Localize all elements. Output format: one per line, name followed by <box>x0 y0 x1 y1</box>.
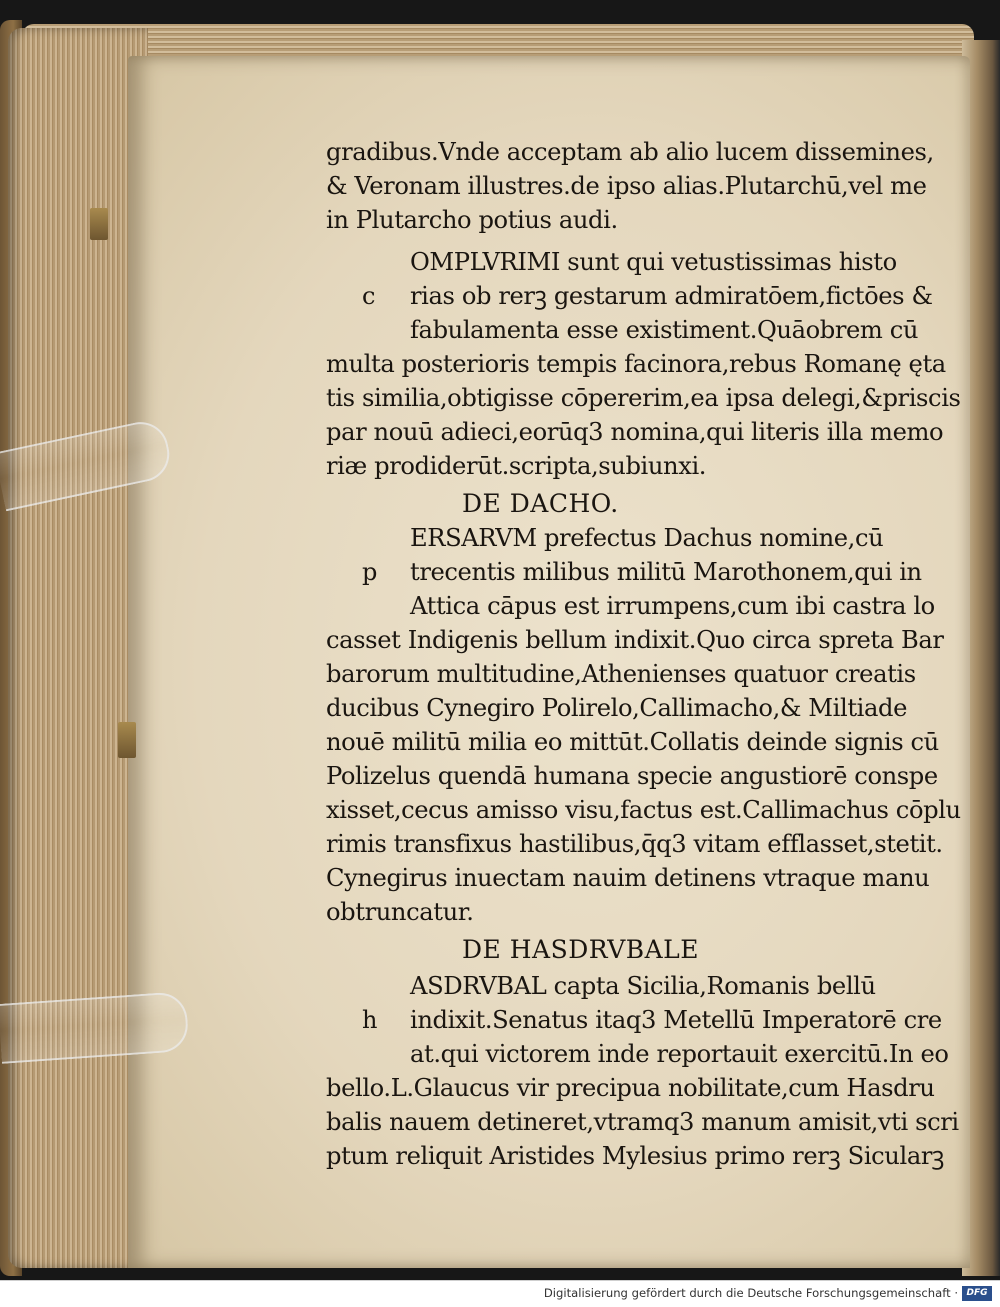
text-line: gradibus.Vnde acceptam ab alio lucem dissemines, <box>326 138 934 166</box>
funding-footer <box>0 1280 1000 1307</box>
text-line: bello.L.Glaucus vir precipua nobilitate,cum Hasdru <box>326 1074 935 1102</box>
page-tab-marker <box>118 722 136 758</box>
text-line: Attica cāpus est irrumpens,cum ibi castra lo <box>410 592 935 620</box>
text-line: Polizelus quendā humana specie angustiorē conspe <box>326 762 938 790</box>
section-heading: DE DACHO. <box>462 489 619 518</box>
initial-letter: c <box>362 282 376 310</box>
text-line: Cynegirus inuectam nauim detinens vtraque manu <box>326 864 930 892</box>
text-line: rias ob rerꝫ gestarum admiratōem,fictōes & <box>410 282 933 310</box>
text-line: ptum reliquit Aristides Mylesius primo rerꝫ Sicularꝫ <box>326 1142 944 1170</box>
funding-notice: Digitalisierung gefördert durch die Deutsche Forschungsgemeinschaft · <box>543 1286 958 1300</box>
text-line: & Veronam illustres.de ipso alias.Plutarchū,vel me <box>326 172 927 200</box>
text-line: ASDRVBAL capta Sicilia,Romanis bellū <box>410 972 876 1000</box>
text-line: at.qui victorem inde reportauit exercitū.In eo <box>410 1040 949 1068</box>
text-line: casset Indigenis bellum indixit.Quo circa spreta Bar <box>326 626 944 654</box>
text-line: in Plutarcho potius audi. <box>326 206 618 234</box>
text-line: xisset,cecus amisso visu,factus est.Callimachus cōplu <box>326 796 961 824</box>
text-line: OMPLVRIMI sunt qui vetustissimas histo <box>410 248 897 276</box>
page-tab-marker <box>90 208 108 240</box>
text-line: indixit.Senatus itaq3 Metellū Imperatorē cre <box>410 1006 942 1034</box>
text-line: rimis transfixus hastilibus,q̄q3 vitam efflasset,stetit. <box>326 830 943 858</box>
text-line: multa posterioris tempis facinora,rebus Romanę ęta <box>326 350 946 378</box>
text-line: balis nauem detineret,vtramq3 manum amisit,vti scri <box>326 1108 959 1136</box>
text-line: ERSARVM prefectus Dachus nomine,cū <box>410 524 884 552</box>
initial-letter: h <box>362 1006 378 1034</box>
initial-letter: p <box>362 558 377 586</box>
text-line: ducibus Cynegiro Polirelo,Callimacho,& Miltiade <box>326 694 907 722</box>
text-line: fabulamenta esse existiment.Quāobrem cū <box>410 316 919 344</box>
text-line: barorum multitudine,Athenienses quatuor creatis <box>326 660 916 688</box>
text-line: par nouū adieci,eorūq3 nomina,qui literis illa memo <box>326 418 944 446</box>
text-line: nouē militū milia eo mittūt.Collatis deinde signis cū <box>326 728 939 756</box>
text-line: obtruncatur. <box>326 898 474 926</box>
section-heading: DE HASDRVBALE <box>462 935 700 964</box>
text-line: riæ prodiderūt.scripta,subiunxi. <box>326 452 707 480</box>
dfg-logo[interactable]: DFG <box>962 1286 992 1301</box>
text-line: trecentis milibus militū Marothonem,qui in <box>410 558 922 586</box>
text-line: tis similia,obtigisse cōpererim,ea ipsa delegi,&priscis <box>326 384 961 412</box>
book-page-edges <box>8 28 148 1268</box>
